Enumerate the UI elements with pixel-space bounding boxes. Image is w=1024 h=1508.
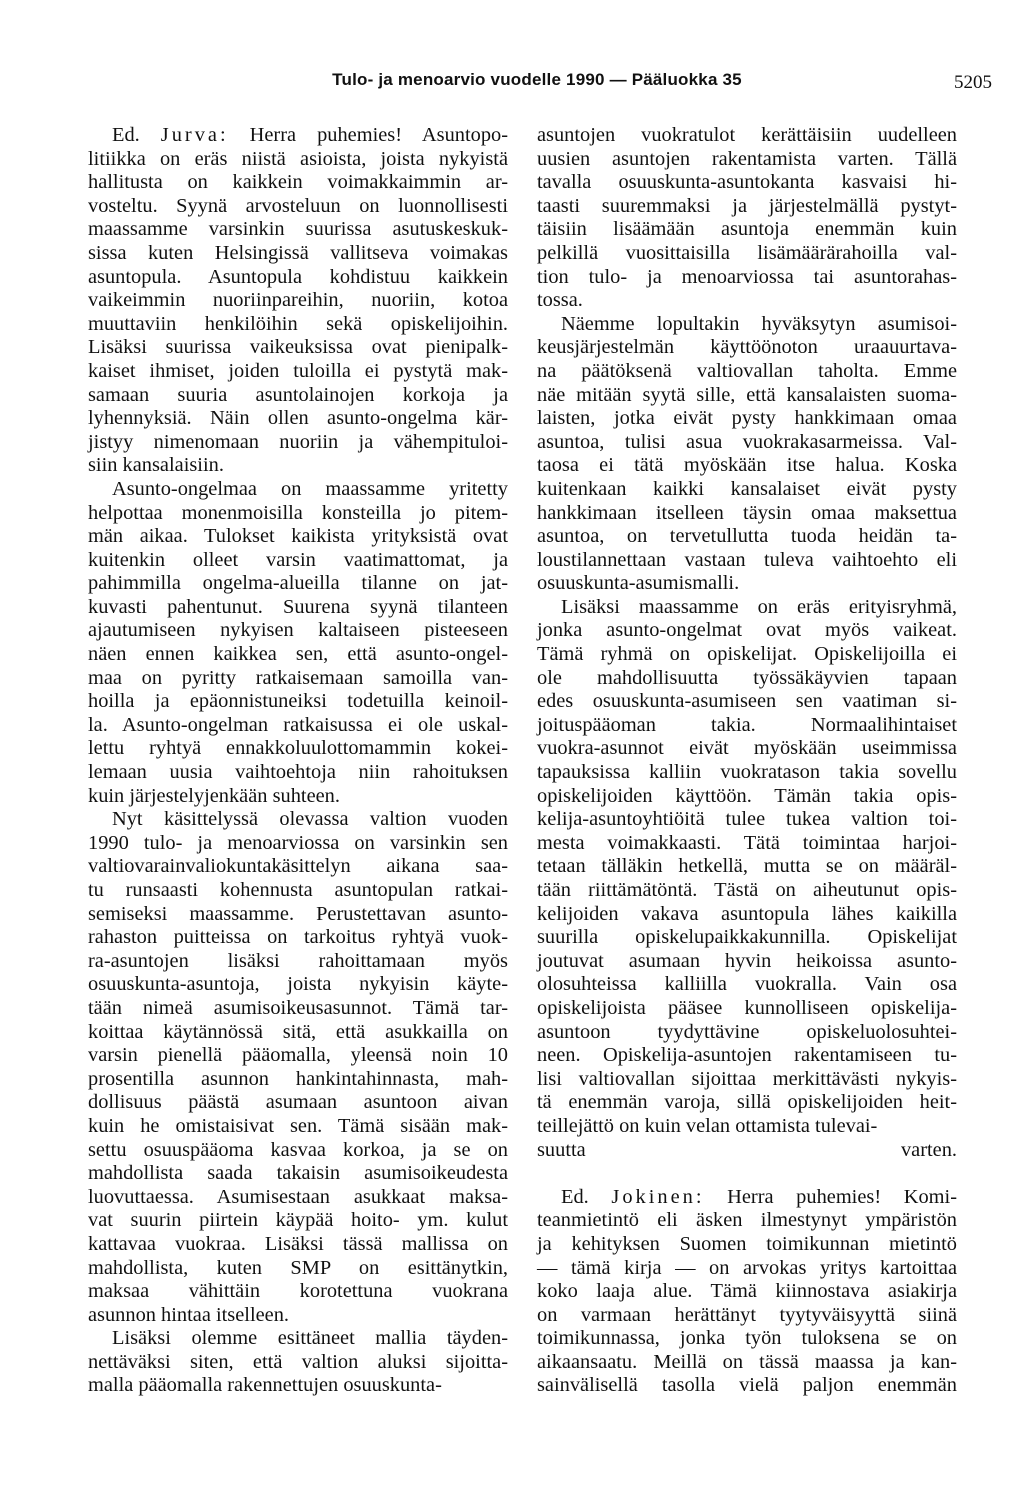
text-line: Nyt käsittelyssä olevassa valtion vuoden [112, 808, 508, 831]
page-header [86, 70, 992, 100]
text-line: ole mahdollisuutta työssäkäyvien tapaan [537, 666, 957, 689]
text-line: maksaa vähittäin korotettuna vuokrana [88, 1280, 508, 1303]
text-line: koittaa käytännössä sitä, että asukkailla on [88, 1020, 508, 1043]
text-line: joutuvat asumaan hyvin heikoissa asunto- [537, 949, 957, 972]
speaker-name: Jokinen: [611, 1185, 705, 1208]
text-line: suurilla opiskelupaikkakunnilla. Opiskelijat [537, 926, 957, 949]
text-line: maa on pyritty ratkaisemaan samoilla van- [88, 666, 508, 689]
speaker-prefix: Ed. [561, 1185, 589, 1208]
text-line: sissa kuten Helsingissä vallitseva voimakas [88, 241, 508, 264]
text-line: malla pääomalla rakennettujen osuuskunta- [88, 1374, 442, 1397]
text-line: koko laaja alue. Tämä kiinnostava asiakirja [537, 1280, 957, 1303]
text-line: prosentilla asunnon hankintahinnasta, mah- [88, 1067, 508, 1090]
text-line: jistyy nimenomaan nuoriin ja vähempituloi- [88, 430, 508, 453]
text-line: mesta voimakkaasti. Tätä toimintaa harjoi- [537, 831, 957, 854]
text-line: lettu ryhtyä ennakkoluulottomammin kokei- [88, 737, 508, 760]
text-line: helpottaa monenmoisilla konsteilla jo pitem- [88, 501, 508, 524]
text-line: kuin he omistaisivat sen. Tämä sisään mak- [88, 1114, 508, 1137]
text-line: asunnon hintaa itselleen. [88, 1303, 290, 1326]
text-line: valtiovarainvaliokuntakäsittelyn aikana saa- [88, 855, 508, 878]
text-line: asuntoon tyydyttävine opiskeluolosuhtei- [537, 1020, 957, 1043]
text-line: loustilannettaan vastaan tuleva vaihtoehto eli [537, 548, 957, 571]
text-line: joituspääoman takia. Normaalihintaiset [537, 713, 957, 736]
text-line: la. Asunto-ongelman ratkaisussa ei ole uskal- [88, 713, 508, 736]
text-line: on varmaan herättänyt tyytyväisyyttä siinä [537, 1303, 957, 1326]
text-line: — tämä kirja — on arvokas yritys kartoittaa [537, 1256, 957, 1279]
text-line: muuttaviin henkilöihin sekä opiskelijoihin. [88, 312, 508, 335]
text-line: olosuhteissa kalliilla vuokralla. Vain osa [537, 973, 957, 996]
text-line: maassamme varsinkin suurissa asutuskeskuk- [88, 218, 508, 241]
text-line: nettäväksi siten, että valtion aluksi sijoitta- [88, 1350, 508, 1373]
text-line: tapauksissa kalliin vuokratason takia sovellu [537, 761, 957, 784]
text-line [88, 124, 508, 148]
line-text: Herra puhemies! Asuntopo- [228, 124, 508, 146]
text-line: pelkillä vuosittaisilla lisämäärärahoilla val- [537, 241, 957, 264]
text-line: osuuskunta-asuntoja, joista nykyisin käyte- [88, 973, 508, 996]
text-line: hankkimaan itselleen täysin omaa maksettua [537, 501, 957, 524]
text-line: asuntoa, on tervetullutta tuoda heidän ta- [537, 525, 957, 548]
text-line: dollisuus päästä asumaan asuntoon aivan [88, 1091, 508, 1114]
text-line: suutta varten. [537, 1138, 957, 1161]
text-line: settu osuuspääoma kasvaa korkoa, ja se on [88, 1138, 508, 1161]
text-line: opiskelijoiden käyttöön. Tämän takia opis- [537, 784, 957, 807]
text-line: tä enemmän varoja, sillä opiskelijoiden heit- [537, 1091, 957, 1114]
text-line: rahaston puitteissa on tarkoitus ryhtyä vuok- [88, 926, 508, 949]
text-line: edes osuuskunta-asumiseen sen vaatiman si- [537, 690, 957, 713]
text-line: samaan suuria asuntolainojen korkoja ja [88, 383, 508, 406]
text-line: män aikaa. Tulokset kaikista yrityksistä ovat [88, 525, 508, 548]
text-line: na päätöksenä valtiovallan taholta. Emme [537, 359, 957, 382]
text-line: keusjärjestelmän käyttöönoton uraauurtava- [537, 336, 957, 359]
text-line: kuin järjestelyjenkään suhteen. [88, 784, 340, 807]
text-line: kaiset ihmiset, joiden tuloilla ei pystytä mak- [88, 359, 508, 382]
text-line: teillejättö on kuin velan ottamista tulevai- [537, 1114, 878, 1137]
text-line: litiikka on eräs niistä asioista, joista nykyistä [88, 147, 508, 170]
text-line: tään riittämätöntä. Tästä on aiheutunut opis- [537, 879, 957, 901]
text-line: tavalla osuuskunta-asuntokanta kasvaisi hi- [537, 171, 957, 194]
right-column [537, 124, 957, 1398]
text-line: kuitenkin olleet varsin vaatimattomat, ja [88, 548, 508, 571]
text-line: jonka asunto-ongelmat ovat myös vaikeat. [537, 619, 957, 642]
text-line: neen. Opiskelija-asuntojen rakentamiseen tu- [537, 1044, 957, 1067]
text-line: Lisäksi suurissa vaikeuksissa ovat pienipalk- [88, 336, 508, 359]
text-line: ajautumiseen nykyisen kaltaiseen pisteeseen [88, 619, 508, 642]
text-line: hallitusta on kaikkein voimakkaimmin ar- [88, 171, 508, 194]
text-line: siin kansalaisiin. [88, 454, 224, 477]
text-line: vaikeimmin nuoriinpareihin, nuoriin, kotoa [88, 289, 508, 312]
text-line: tään nimeä asumisoikeusasunnot. Tämä tar- [88, 996, 508, 1019]
text-line: kuvasti pahentunut. Suurena syynä tilanteen [88, 595, 508, 618]
text-line: vat suurin piirtein käypää hoito- ym. kulut [88, 1209, 508, 1232]
text-line: taosa ei tätä myöskään itse halua. Koska [537, 454, 957, 477]
text-line: toimikunnassa, jonka työn tuloksena se on [537, 1327, 957, 1350]
text-line: hoilla ja epäonnistuneiksi todetuilla keinoil- [88, 690, 508, 713]
text-line: mahdollista, kuten SMP on esittänytkin, [88, 1256, 508, 1279]
text-line: näen ennen kaikkea sen, että asunto-ongel- [88, 643, 508, 666]
text-line: lemaan uusia vaihtoehtoja niin rahoituksen [88, 761, 508, 784]
text-line: näe mitään syytä sille, että kansalaisten suoma- [537, 383, 957, 406]
text-line: 1990 tulo- ja menoarviossa on varsinkin sen [88, 831, 508, 854]
text-line: laisten, jotka eivät pysty hankkimaan omaa [537, 407, 957, 430]
text-line: Tämä ryhmä on opiskelijat. Opiskelijoilla ei [537, 643, 957, 666]
text-line: teanmietintö eli äsken ilmestynyt ympäristön [537, 1209, 957, 1232]
speaker-name: Jurva: [160, 124, 229, 146]
text-line: tossa. [537, 289, 583, 312]
text-line: lisi valtiovallan sijoittaa merkittävästi nykyis- [537, 1067, 957, 1090]
text-line: Näemme lopultakin hyväksytyn asumisoi- [561, 312, 957, 335]
text-line: kuitenkaan kaikki kansalaiset eivät pysty [537, 477, 957, 500]
text-line: asuntoa, tulisi asua vuokrakasarmeissa. Val- [537, 430, 957, 453]
text-line: ja kehityksen Suomen toimikunnan mietintö [537, 1232, 957, 1255]
text-line: kelijoiden vakava asuntopula lähes kaikilla [537, 902, 957, 925]
running-header-title: Tulo- ja menoarvio vuodelle 1990 — Pääluokka 35 [332, 70, 742, 89]
line-text: Herra puhemies! Komi- [704, 1185, 957, 1208]
text-line: asuntojen vuokratulot kerättäisiin uudelleen [537, 124, 957, 146]
text-line: taasti suuremmaksi ja järjestelmällä pystyt- [537, 194, 957, 217]
text-line [537, 1186, 957, 1210]
left-column [88, 124, 508, 1398]
text-line: vosteltu. Syynä arvosteluun on luonnollisesti [88, 194, 508, 217]
text-line: kelija-asuntoyhtiöitä tulee tukea valtion toi- [537, 808, 957, 831]
text-line: opiskelijoista pääsee kunnolliseen opiskelija- [537, 996, 957, 1019]
text-line: varsin pienellä pääomalla, yleensä noin 10 [88, 1044, 508, 1067]
text-line: asuntopula. Asuntopula kohdistuu kaikkein [88, 265, 508, 288]
text-line: Asunto-ongelmaa on maassamme yritetty [112, 477, 508, 500]
page-number: 5205 [954, 72, 992, 93]
text-line: luovuttaessa. Asumisestaan asukkaat maksa- [88, 1185, 508, 1208]
text-line: osuuskunta-asumismalli. [537, 572, 740, 595]
text-line: ra-asuntojen lisäksi rahoittamaan myös [88, 949, 508, 972]
text-line: lyhennyksiä. Näin ollen asunto-ongelma kär- [88, 407, 508, 430]
text-line: mahdollista saada takaisin asumisoikeudesta [88, 1162, 508, 1185]
speaker-prefix: Ed. [112, 124, 140, 146]
text-line: tion tulo- ja menoarviossa tai asuntorahas- [537, 265, 957, 288]
text-line: Lisäksi olemme esittäneet mallia täyden- [112, 1327, 508, 1350]
text-line: Lisäksi maassamme on eräs erityisryhmä, [561, 595, 957, 618]
text-line: pahimmilla ongelma-alueilla tilanne on jat- [88, 572, 508, 595]
text-line: vuokra-asunnot eivät myöskään useimmissa [537, 737, 957, 760]
text-line: täisiin lisäämään asuntoja enemmän kuin [537, 218, 957, 241]
text-line: uusien asuntojen rakentamista varten. Tällä [537, 147, 957, 170]
text-line: kattavaa vuokraa. Lisäksi tässä mallissa on [88, 1232, 508, 1255]
paragraph-gap [537, 1162, 957, 1186]
text-line: aikaansaatu. Meillä on tässä maassa ja kan- [537, 1350, 957, 1373]
text-line: tetaan tälläkin hetkellä, mutta se on määräl- [537, 855, 957, 878]
text-line: sainvälisellä tasolla vielä paljon enemmän [537, 1374, 957, 1397]
text-line: tu runsaasti kohennusta asuntopulan ratkai- [88, 879, 508, 901]
text-line: semiseksi maassamme. Perustettavan asunto- [88, 902, 508, 925]
